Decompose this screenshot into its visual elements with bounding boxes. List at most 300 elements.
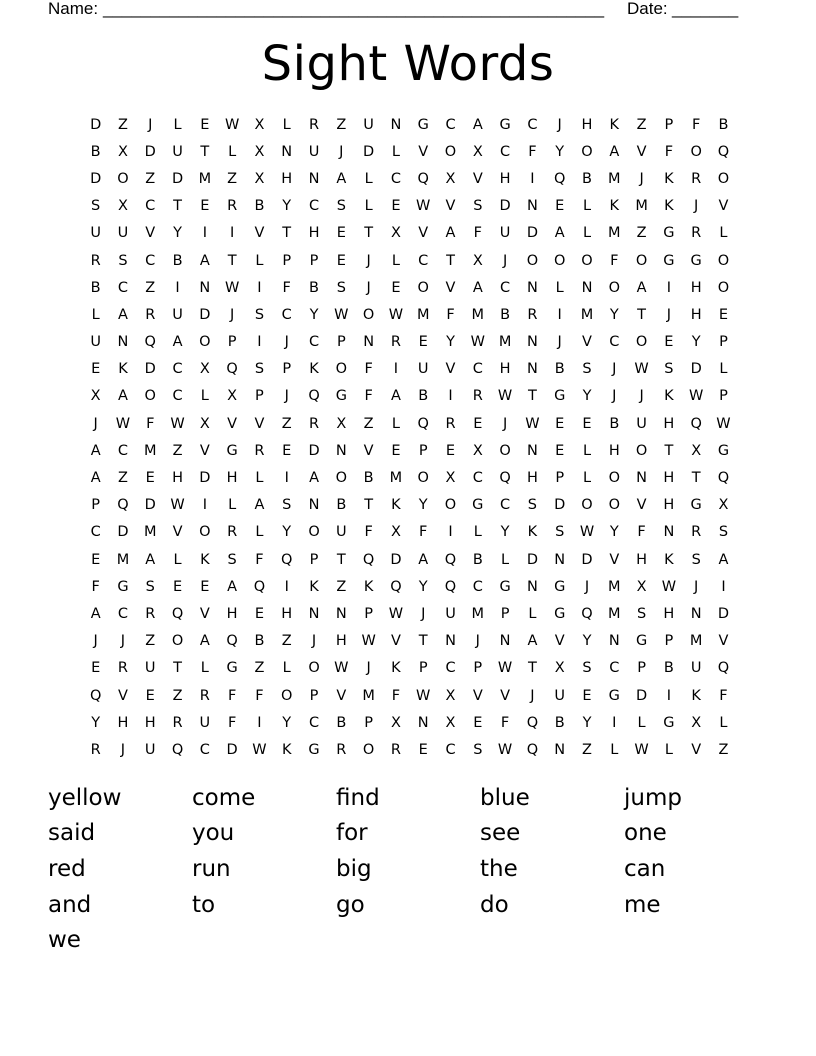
grid-letter[interactable]: D bbox=[226, 741, 238, 758]
grid-letter[interactable]: T bbox=[200, 143, 210, 160]
grid-letter[interactable]: F bbox=[610, 252, 619, 269]
grid-letter[interactable]: L bbox=[719, 361, 728, 378]
grid-letter[interactable]: Y bbox=[500, 524, 510, 541]
grid-letter[interactable]: J bbox=[93, 633, 98, 650]
grid-letter[interactable]: I bbox=[557, 306, 562, 323]
grid-letter[interactable]: H bbox=[499, 170, 511, 187]
grid-letter[interactable]: N bbox=[636, 470, 648, 487]
grid-letter[interactable]: H bbox=[335, 633, 347, 650]
grid-letter[interactable]: X bbox=[718, 497, 729, 514]
grid-letter[interactable]: X bbox=[554, 660, 565, 677]
grid-letter[interactable]: W bbox=[579, 524, 595, 541]
grid-letter[interactable]: N bbox=[526, 334, 538, 351]
grid-letter[interactable]: X bbox=[472, 442, 483, 459]
grid-letter[interactable]: H bbox=[690, 279, 702, 296]
grid-letter[interactable]: J bbox=[557, 334, 562, 351]
grid-letter[interactable]: V bbox=[718, 633, 729, 650]
grid-letter[interactable]: A bbox=[172, 334, 183, 351]
grid-letter[interactable]: P bbox=[309, 252, 319, 269]
grid-letter[interactable]: U bbox=[336, 524, 347, 541]
grid-letter[interactable]: F bbox=[227, 687, 237, 704]
grid-letter[interactable]: Q bbox=[526, 714, 539, 731]
grid-letter[interactable]: R bbox=[199, 687, 210, 704]
grid-letter[interactable]: K bbox=[664, 388, 674, 405]
grid-letter[interactable]: T bbox=[527, 660, 537, 677]
grid-letter[interactable]: T bbox=[364, 225, 374, 242]
grid-letter[interactable]: Z bbox=[281, 415, 292, 432]
grid-letter[interactable]: W bbox=[470, 334, 485, 351]
grid-letter[interactable]: S bbox=[636, 605, 647, 622]
grid-letter[interactable]: C bbox=[445, 741, 456, 758]
grid-letter[interactable]: D bbox=[526, 551, 538, 568]
grid-letter[interactable]: L bbox=[719, 225, 728, 242]
grid-letter[interactable]: D bbox=[717, 605, 730, 622]
grid-letter[interactable]: G bbox=[690, 497, 702, 514]
grid-letter[interactable]: G bbox=[554, 605, 566, 622]
grid-letter[interactable]: I bbox=[448, 388, 453, 405]
grid-letter[interactable]: I bbox=[721, 578, 726, 595]
grid-letter[interactable]: L bbox=[282, 116, 291, 133]
grid-letter[interactable]: V bbox=[691, 741, 702, 758]
grid-letter[interactable]: Y bbox=[282, 714, 292, 731]
grid-letter[interactable]: U bbox=[90, 225, 101, 242]
grid-letter[interactable]: I bbox=[612, 714, 617, 731]
grid-letter[interactable]: G bbox=[608, 687, 620, 704]
grid-letter[interactable]: T bbox=[691, 470, 701, 487]
grid-letter[interactable]: O bbox=[717, 170, 730, 187]
grid-letter[interactable]: P bbox=[664, 116, 674, 133]
grid-letter[interactable]: L bbox=[391, 415, 400, 432]
grid-letter[interactable]: D bbox=[526, 225, 538, 242]
grid-letter[interactable]: W bbox=[115, 415, 131, 432]
grid-letter[interactable]: A bbox=[145, 551, 156, 568]
grid-letter[interactable]: W bbox=[388, 306, 404, 323]
grid-letter[interactable]: N bbox=[335, 442, 347, 459]
grid-letter[interactable]: V bbox=[609, 551, 620, 568]
grid-letter[interactable]: N bbox=[199, 279, 211, 296]
grid-letter[interactable]: G bbox=[226, 442, 238, 459]
grid-letter[interactable]: X bbox=[636, 578, 647, 595]
grid-letter[interactable]: R bbox=[308, 415, 320, 432]
grid-letter[interactable]: W bbox=[334, 306, 349, 323]
grid-letter[interactable]: T bbox=[527, 388, 537, 405]
grid-letter[interactable]: C bbox=[172, 388, 183, 405]
grid-letter[interactable]: S bbox=[718, 524, 729, 541]
grid-letter[interactable]: Q bbox=[717, 660, 730, 677]
grid-letter[interactable]: K bbox=[664, 198, 674, 215]
grid-letter[interactable]: X bbox=[390, 524, 401, 541]
grid-letter[interactable]: L bbox=[610, 741, 619, 758]
grid-letter[interactable]: S bbox=[336, 198, 346, 215]
grid-letter[interactable]: T bbox=[664, 442, 674, 459]
date-field-line[interactable]: _______ bbox=[672, 0, 739, 18]
grid-letter[interactable]: J bbox=[530, 687, 535, 704]
grid-letter[interactable]: J bbox=[584, 578, 590, 595]
grid-letter[interactable]: S bbox=[91, 198, 101, 215]
grid-letter[interactable]: W bbox=[497, 660, 513, 677]
grid-letter[interactable]: C bbox=[472, 470, 483, 487]
grid-letter[interactable]: V bbox=[145, 225, 156, 242]
grid-letter[interactable]: E bbox=[172, 578, 183, 595]
grid-letter[interactable]: Y bbox=[91, 714, 101, 731]
grid-letter[interactable]: B bbox=[90, 143, 101, 160]
grid-letter[interactable]: O bbox=[335, 470, 348, 487]
grid-letter[interactable]: B bbox=[254, 633, 265, 650]
grid-letter[interactable]: X bbox=[445, 714, 456, 731]
grid-letter[interactable]: A bbox=[718, 551, 729, 568]
grid-letter[interactable]: A bbox=[90, 442, 101, 459]
grid-letter[interactable]: Y bbox=[282, 524, 292, 541]
grid-letter[interactable]: J bbox=[284, 388, 289, 405]
grid-letter[interactable]: B bbox=[90, 279, 101, 296]
grid-letter[interactable]: L bbox=[582, 442, 592, 459]
grid-letter[interactable]: I bbox=[530, 170, 535, 187]
grid-letter[interactable]: S bbox=[254, 306, 265, 323]
grid-letter[interactable]: H bbox=[117, 714, 129, 731]
grid-letter[interactable]: V bbox=[172, 524, 183, 541]
grid-letter[interactable]: O bbox=[417, 279, 429, 296]
grid-letter[interactable]: T bbox=[364, 497, 374, 514]
grid-letter[interactable]: F bbox=[528, 143, 537, 160]
grid-letter[interactable]: O bbox=[199, 524, 211, 541]
grid-letter[interactable]: F bbox=[364, 524, 373, 541]
grid-letter[interactable]: G bbox=[554, 388, 566, 405]
grid-letter[interactable]: J bbox=[557, 116, 562, 133]
grid-letter[interactable]: J bbox=[366, 252, 371, 269]
grid-letter[interactable]: N bbox=[690, 605, 702, 622]
grid-letter[interactable]: I bbox=[284, 578, 289, 595]
grid-letter[interactable]: T bbox=[637, 306, 647, 323]
grid-letter[interactable]: W bbox=[170, 415, 185, 432]
grid-letter[interactable]: X bbox=[472, 252, 483, 269]
grid-letter[interactable]: C bbox=[472, 361, 483, 378]
grid-letter[interactable]: L bbox=[501, 551, 510, 568]
grid-letter[interactable]: O bbox=[635, 252, 648, 269]
grid-letter[interactable]: O bbox=[199, 334, 211, 351]
grid-letter[interactable]: J bbox=[421, 605, 426, 622]
grid-letter[interactable]: C bbox=[117, 279, 128, 296]
grid-letter[interactable]: C bbox=[500, 279, 511, 296]
grid-letter[interactable]: H bbox=[144, 714, 156, 731]
grid-letter[interactable]: L bbox=[255, 252, 264, 269]
grid-letter[interactable]: E bbox=[582, 687, 592, 704]
grid-letter[interactable]: Y bbox=[582, 633, 592, 650]
grid-letter[interactable]: O bbox=[581, 143, 593, 160]
grid-letter[interactable]: T bbox=[446, 252, 455, 269]
grid-letter[interactable]: O bbox=[335, 361, 348, 378]
grid-letter[interactable]: Z bbox=[227, 170, 238, 187]
grid-letter[interactable]: C bbox=[145, 252, 156, 269]
grid-letter[interactable]: Y bbox=[173, 225, 182, 242]
grid-letter[interactable]: U bbox=[117, 225, 129, 242]
grid-letter[interactable]: K bbox=[391, 497, 401, 514]
grid-letter[interactable]: V bbox=[554, 633, 565, 650]
grid-letter[interactable]: U bbox=[690, 660, 702, 677]
grid-letter[interactable]: A bbox=[254, 497, 265, 514]
grid-letter[interactable]: A bbox=[227, 578, 238, 595]
grid-letter[interactable]: S bbox=[582, 660, 592, 677]
grid-letter[interactable]: G bbox=[499, 578, 511, 595]
grid-letter[interactable]: O bbox=[417, 470, 429, 487]
grid-letter[interactable]: Z bbox=[172, 442, 183, 459]
grid-letter[interactable]: C bbox=[500, 143, 511, 160]
grid-letter[interactable]: V bbox=[445, 361, 456, 378]
grid-letter[interactable]: H bbox=[663, 415, 675, 432]
grid-letter[interactable]: Z bbox=[254, 660, 265, 677]
grid-letter[interactable]: C bbox=[90, 524, 101, 541]
grid-letter[interactable]: G bbox=[417, 116, 429, 133]
grid-letter[interactable]: X bbox=[691, 714, 702, 731]
grid-letter[interactable]: U bbox=[199, 714, 211, 731]
grid-letter[interactable]: I bbox=[448, 524, 453, 541]
grid-letter[interactable]: N bbox=[445, 633, 456, 650]
grid-letter[interactable]: T bbox=[418, 633, 428, 650]
grid-letter[interactable]: S bbox=[473, 198, 483, 215]
grid-letter[interactable]: W bbox=[689, 388, 704, 405]
grid-letter[interactable]: D bbox=[144, 497, 156, 514]
grid-letter[interactable]: W bbox=[525, 415, 540, 432]
grid-letter[interactable]: Y bbox=[309, 306, 319, 323]
grid-letter[interactable]: W bbox=[416, 687, 431, 704]
grid-letter[interactable]: Q bbox=[717, 470, 730, 487]
grid-letter[interactable]: O bbox=[362, 306, 375, 323]
grid-letter[interactable]: S bbox=[282, 497, 292, 514]
grid-letter[interactable]: N bbox=[308, 170, 320, 187]
grid-letter[interactable]: F bbox=[227, 714, 237, 731]
grid-letter[interactable]: E bbox=[91, 551, 101, 568]
grid-letter[interactable]: O bbox=[717, 252, 730, 269]
grid-letter[interactable]: P bbox=[364, 714, 373, 731]
grid-letter[interactable]: F bbox=[664, 143, 674, 160]
grid-letter[interactable]: C bbox=[308, 198, 320, 215]
grid-letter[interactable]: W bbox=[416, 198, 431, 215]
grid-letter[interactable]: D bbox=[554, 497, 566, 514]
grid-letter[interactable]: H bbox=[663, 605, 675, 622]
grid-letter[interactable]: Y bbox=[418, 578, 428, 595]
grid-letter[interactable]: A bbox=[199, 633, 210, 650]
grid-letter[interactable]: E bbox=[473, 415, 483, 432]
grid-letter[interactable]: H bbox=[581, 116, 593, 133]
grid-letter[interactable]: W bbox=[497, 741, 513, 758]
grid-letter[interactable]: W bbox=[252, 741, 267, 758]
grid-letter[interactable]: K bbox=[118, 361, 128, 378]
grid-letter[interactable]: A bbox=[636, 279, 647, 296]
grid-letter[interactable]: O bbox=[581, 497, 593, 514]
grid-letter[interactable]: J bbox=[120, 741, 126, 758]
grid-letter[interactable]: L bbox=[255, 470, 264, 487]
grid-letter[interactable]: N bbox=[554, 551, 566, 568]
grid-letter[interactable]: B bbox=[254, 198, 265, 215]
grid-letter[interactable]: E bbox=[555, 442, 565, 459]
grid-letter[interactable]: N bbox=[526, 361, 538, 378]
grid-letter[interactable]: V bbox=[472, 170, 483, 187]
grid-letter[interactable]: K bbox=[664, 551, 674, 568]
grid-letter[interactable]: N bbox=[526, 442, 538, 459]
grid-letter[interactable]: Q bbox=[362, 551, 375, 568]
grid-letter[interactable]: R bbox=[390, 741, 401, 758]
grid-letter[interactable]: H bbox=[172, 470, 183, 487]
grid-letter[interactable]: J bbox=[148, 116, 153, 133]
grid-letter[interactable]: Y bbox=[282, 198, 292, 215]
grid-letter[interactable]: R bbox=[227, 524, 238, 541]
grid-letter[interactable]: L bbox=[664, 741, 673, 758]
grid-letter[interactable]: F bbox=[446, 306, 455, 323]
grid-letter[interactable]: F bbox=[637, 524, 646, 541]
grid-letter[interactable]: Z bbox=[636, 116, 647, 133]
grid-letter[interactable]: V bbox=[472, 687, 483, 704]
grid-letter[interactable]: P bbox=[255, 388, 264, 405]
grid-letter[interactable]: Z bbox=[582, 741, 592, 758]
grid-letter[interactable]: L bbox=[473, 524, 482, 541]
grid-letter[interactable]: L bbox=[719, 714, 728, 731]
grid-letter[interactable]: O bbox=[526, 252, 539, 269]
grid-letter[interactable]: R bbox=[172, 714, 183, 731]
grid-letter[interactable]: O bbox=[690, 143, 702, 160]
grid-letter[interactable]: Q bbox=[717, 143, 730, 160]
grid-letter[interactable]: E bbox=[200, 116, 210, 133]
grid-letter[interactable]: A bbox=[445, 225, 456, 242]
grid-letter[interactable]: E bbox=[336, 252, 346, 269]
grid-letter[interactable]: R bbox=[691, 170, 702, 187]
grid-letter[interactable]: O bbox=[608, 470, 620, 487]
grid-letter[interactable]: S bbox=[118, 252, 128, 269]
grid-letter[interactable]: N bbox=[335, 605, 347, 622]
grid-letter[interactable]: C bbox=[172, 361, 183, 378]
grid-letter[interactable]: C bbox=[199, 741, 210, 758]
grid-letter[interactable]: R bbox=[308, 116, 320, 133]
grid-letter[interactable]: Q bbox=[171, 605, 184, 622]
grid-letter[interactable]: M bbox=[143, 524, 157, 541]
grid-letter[interactable]: A bbox=[418, 551, 429, 568]
grid-letter[interactable]: H bbox=[608, 442, 620, 459]
grid-letter[interactable]: C bbox=[609, 334, 620, 351]
grid-letter[interactable]: X bbox=[390, 225, 401, 242]
grid-letter[interactable]: V bbox=[418, 225, 429, 242]
grid-letter[interactable]: B bbox=[336, 497, 347, 514]
grid-letter[interactable]: P bbox=[418, 442, 428, 459]
grid-letter[interactable]: L bbox=[200, 388, 209, 405]
grid-letter[interactable]: D bbox=[308, 442, 320, 459]
grid-letter[interactable]: M bbox=[635, 198, 648, 215]
grid-letter[interactable]: X bbox=[254, 143, 265, 160]
grid-letter[interactable]: L bbox=[582, 225, 592, 242]
grid-letter[interactable]: V bbox=[336, 687, 347, 704]
grid-letter[interactable]: Z bbox=[172, 687, 183, 704]
grid-letter[interactable]: Z bbox=[336, 116, 347, 133]
grid-letter[interactable]: U bbox=[554, 687, 565, 704]
grid-letter[interactable]: M bbox=[471, 306, 485, 323]
grid-letter[interactable]: M bbox=[608, 170, 621, 187]
grid-letter[interactable]: A bbox=[527, 633, 538, 650]
grid-letter[interactable]: E bbox=[391, 198, 401, 215]
grid-letter[interactable]: Z bbox=[117, 470, 128, 487]
grid-letter[interactable]: A bbox=[472, 116, 483, 133]
grid-letter[interactable]: N bbox=[526, 198, 538, 215]
grid-letter[interactable]: C bbox=[418, 252, 429, 269]
grid-letter[interactable]: E bbox=[418, 741, 428, 758]
grid-letter[interactable]: N bbox=[608, 633, 620, 650]
grid-letter[interactable]: U bbox=[144, 741, 156, 758]
grid-letter[interactable]: Z bbox=[363, 415, 374, 432]
grid-letter[interactable]: V bbox=[718, 198, 729, 215]
grid-letter[interactable]: N bbox=[526, 279, 538, 296]
grid-letter[interactable]: U bbox=[172, 143, 183, 160]
grid-letter[interactable]: O bbox=[144, 388, 156, 405]
grid-letter[interactable]: X bbox=[254, 170, 265, 187]
grid-letter[interactable]: E bbox=[200, 578, 210, 595]
grid-letter[interactable]: M bbox=[471, 605, 485, 622]
grid-letter[interactable]: J bbox=[366, 279, 371, 296]
grid-letter[interactable]: F bbox=[255, 551, 264, 568]
grid-letter[interactable]: D bbox=[199, 306, 211, 323]
grid-letter[interactable]: B bbox=[309, 279, 319, 296]
grid-letter[interactable]: J bbox=[284, 334, 289, 351]
grid-letter[interactable]: R bbox=[90, 252, 101, 269]
grid-letter[interactable]: L bbox=[364, 170, 373, 187]
grid-letter[interactable]: K bbox=[391, 660, 401, 677]
grid-letter[interactable]: G bbox=[717, 442, 730, 459]
grid-letter[interactable]: I bbox=[257, 279, 262, 296]
grid-letter[interactable]: K bbox=[527, 524, 538, 541]
grid-letter[interactable]: A bbox=[90, 470, 101, 487]
grid-letter[interactable]: E bbox=[555, 198, 565, 215]
grid-letter[interactable]: Q bbox=[417, 170, 429, 187]
grid-letter[interactable]: V bbox=[445, 279, 456, 296]
grid-letter[interactable]: M bbox=[580, 306, 594, 323]
grid-letter[interactable]: H bbox=[226, 605, 238, 622]
grid-letter[interactable]: L bbox=[173, 116, 182, 133]
grid-letter[interactable]: S bbox=[473, 741, 483, 758]
grid-letter[interactable]: A bbox=[309, 470, 319, 487]
grid-letter[interactable]: C bbox=[527, 116, 538, 133]
grid-letter[interactable]: R bbox=[691, 225, 702, 242]
grid-letter[interactable]: X bbox=[445, 170, 456, 187]
grid-letter[interactable]: N bbox=[390, 116, 402, 133]
grid-letter[interactable]: Q bbox=[417, 415, 429, 432]
grid-letter[interactable]: M bbox=[116, 551, 130, 568]
grid-letter[interactable]: C bbox=[308, 714, 320, 731]
grid-letter[interactable]: B bbox=[472, 551, 483, 568]
grid-letter[interactable]: J bbox=[229, 306, 235, 323]
grid-letter[interactable]: F bbox=[719, 687, 728, 704]
grid-letter[interactable]: E bbox=[718, 306, 729, 323]
grid-letter[interactable]: L bbox=[228, 497, 237, 514]
grid-letter[interactable]: D bbox=[144, 361, 156, 378]
grid-letter[interactable]: P bbox=[309, 687, 319, 704]
grid-letter[interactable]: Y bbox=[609, 306, 619, 323]
grid-letter[interactable]: Q bbox=[444, 551, 457, 568]
grid-letter[interactable]: L bbox=[391, 252, 400, 269]
grid-letter[interactable]: C bbox=[145, 198, 156, 215]
grid-letter[interactable]: K bbox=[200, 551, 210, 568]
grid-letter[interactable]: X bbox=[390, 714, 401, 731]
grid-letter[interactable]: L bbox=[282, 660, 291, 677]
grid-letter[interactable]: Y bbox=[691, 334, 701, 351]
grid-letter[interactable]: K bbox=[309, 578, 319, 595]
grid-letter[interactable]: P bbox=[473, 660, 483, 677]
grid-letter[interactable]: L bbox=[91, 306, 100, 323]
grid-letter[interactable]: S bbox=[555, 524, 565, 541]
grid-letter[interactable]: Q bbox=[281, 551, 293, 568]
grid-letter[interactable]: U bbox=[636, 415, 647, 432]
grid-letter[interactable]: V bbox=[227, 415, 238, 432]
grid-letter[interactable]: B bbox=[582, 170, 592, 187]
grid-letter[interactable]: X bbox=[445, 687, 456, 704]
grid-letter[interactable]: Q bbox=[144, 334, 156, 351]
grid-letter[interactable]: X bbox=[117, 198, 128, 215]
grid-letter[interactable]: J bbox=[694, 198, 699, 215]
grid-letter[interactable]: I bbox=[202, 497, 207, 514]
